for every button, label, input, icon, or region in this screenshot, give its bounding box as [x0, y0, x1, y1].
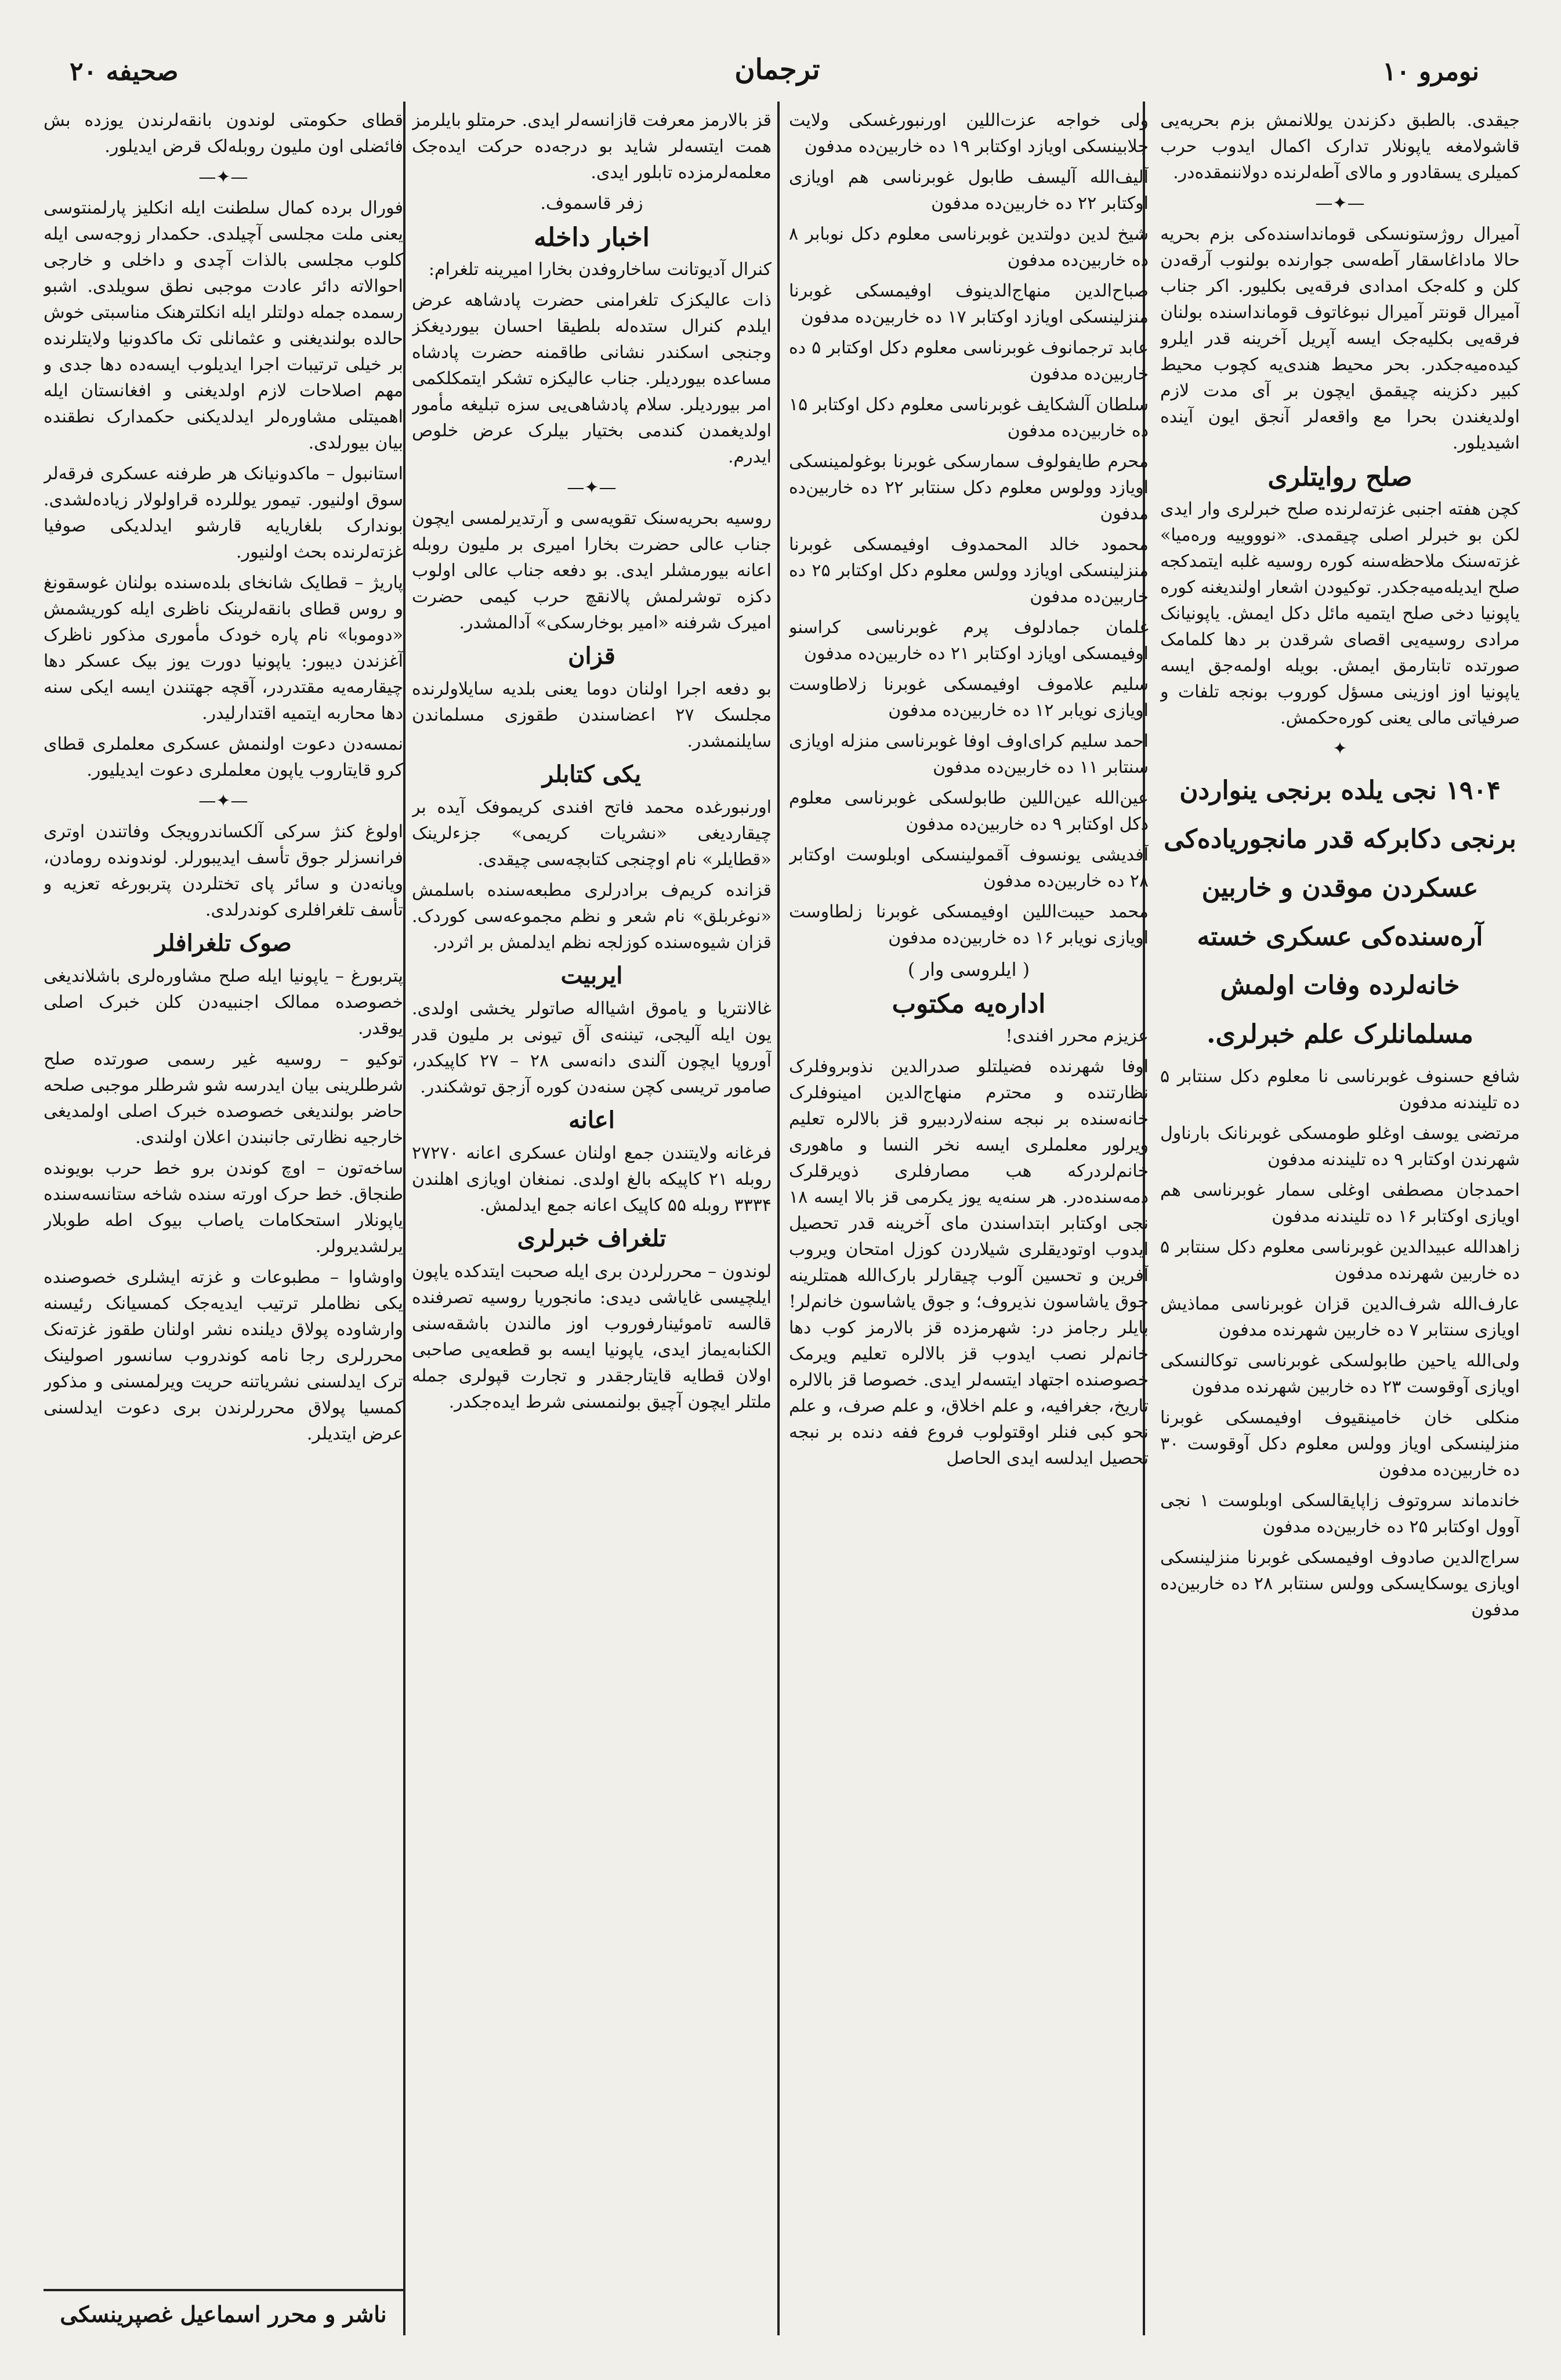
continued-note: ( ایلروسی وار )	[907, 958, 1030, 981]
obituary-entry: ولی خواجه عزت‌اللین اورنبورغسکی ولایت جلابینسکی اویازد اوکتابر ۱۹ ده خاربین‌ده مدفون	[789, 110, 1149, 157]
letter-salutation: عزیزم محرر افندی!	[1005, 1026, 1149, 1046]
obituary-entry: شافع حسنوف غوبرناسی نا معلوم دکل سنتابر ۵ ده تلیندنه مدفون	[1160, 1066, 1520, 1113]
paragraph: قطای حکومتی لوندون بانقه‌لرندن یوزده بش فائضلی اون ملیون روبله‌لک قرض ایدیلور.	[44, 110, 403, 157]
section-heading: اداره‌یه مکتوب	[892, 989, 1046, 1019]
obituary-entry: عین‌الله عین‌اللین طابولسکی غوبرناسی معلوم دکل اوکتابر ۹ ده خاربین‌ده مدفون	[789, 788, 1149, 834]
column-1	[1160, 107, 1520, 2347]
issue-number: نومرو ۱۰	[1382, 57, 1479, 86]
newspaper-title: ترجمان	[734, 53, 820, 86]
obituary-entry: صباح‌الدین منهاج‌الدینوف اوفیمسکی غوبرنا منزلینسکی اویازد اوکتابر ۱۷ ده خاربین‌ده مدفون	[789, 281, 1149, 327]
column-2	[789, 107, 1149, 2347]
section-heading: ایربیت	[560, 962, 623, 989]
section-heading: قزان	[568, 642, 615, 670]
paragraph: آمیرال روژستونسکی قوماندا‌سنده‌کی بزم بحریه حالا ماداغاسقار آطه‌سی جوارنده بولنوب آرقه‌دن کلن و کله‌جک امدادی فرقه‌یی بکلیور. اکر جناب آمیرال قونتر آمیرال نبوغاتوف قوماندا‌سنده بولنان فرقه‌یی بکلیه‌جک ایسه آپریل آخرینه قدر ایلرو کیده‌میه‌جکدر. بحر محیط هندی‌یه کچوب محیط کبیر دکزینه چیقمق ایچون بر آی مدت لازم اولدیغندن بحرا مع واقعه‌لر آنجق ایون آینده اشیدیلور.	[1160, 224, 1520, 453]
divider: ✦	[1332, 739, 1348, 759]
paragraph: فورال برده کمال سلطنت ایله انکلیز پارلمنتوسی یعنی ملت مجلسی آچیلدی. حکمدار زوجه‌سی ایله کلوب مجلسی بالذات آچدی و داخلی و خارجی احوالاته دائر عادت موجبی نطق سویلدی. اشبو رسمده جمله دولتلر ایله انکلترهنک مناسبتی خوش حالده بولندیغنی و عثمانلی تک ماکدونیا ولایتلرنده بر خیلی ترتیبات اجرا ایدیلوب ایسه‌ده دها جدی و مهم اصلاحات لازم اولدیغنی و افغانستان ایله اهمیتلی مشاوره‌لر ایدلدیکنی حکمدارک نطقنده بیان بیورلدی.	[44, 198, 403, 453]
paragraph: کچن هفته اجنبی غزته‌لرنده صلح خبرلری وار ایدی لکن بو خبرلر اصلی چیقمدی. «نوووییه وره‌میا» غزته‌سنک ملاحظه‌سنه کوره روسیه غلبه ایتمدکجه صلح ایدیله‌میه‌جکدر. توکیودن اشعار اولندیغنه کوره یاپونیا دخی صلح ایتمیه مائل دکل ایمش. یاپونیانک مرادی روسیه‌یی اقصای شرقدن بر دها کلمامک صورتده تابتارمق ایمش. بویله اولمه‌جق ایسه یاپونیا اوز اوزینی مسؤل کوروب بونجه تلفات و صرفیاتی مالی یعنی کوره‌حکمش.	[1160, 499, 1520, 728]
obituary-entry: احمد سلیم کرای‌اوف اوفا غوبرناسی منزله اویازی سنتابر ۱۱ ده خاربین‌ده مدفون	[789, 731, 1149, 777]
obituary-entry: خاندماند سروتوف زاپایقالسکی اوبلوست ۱ نجی آوول اوکتابر ۲۵ ده خاربین‌ده مدفون	[1160, 1491, 1520, 1537]
paragraph: بو دفعه اجرا اولنان دوما یعنی بلدیه سایلاولرنده مجلسک ۲۷ اعضاسندن طقوزی مسلماندن سایلنمشدر.	[412, 679, 772, 751]
letter-body: اوفا شهرنده فضیلتلو صدرالدین نذوبروفلرک نظارتنده و محترم منهاج‌الدین امینوفلرک خانه‌سنده بر نبجه سنه‌لاردبیرو قز بالالره تعلیم ویرلور معلملری ایسه نخر النسا و ماهوری خانم‌لردرکه هب مصارفلری ذویرقلرک ذمه‌سنده‌در. هر سنه‌یه یوز یکرمی قز بالا ایسه ۱۸ نجی اوکتابر ابتداسندن مای آخرینه قدر تحصیل ایدوب اوتودیقلری شیلاردن کوزل امتحان ویروب آفرین و تحسین آلوب چیقارلر بارک‌الله همتلرینه جوق یاشاسون نذیروف؛ و جوق یاشاسون خانم‌لر! بایلر رجا‌مز در: شهرمزده قز بالارمز کوب دها خانم‌لر نصب ایدوب قز بالالره تعلیم ویرمک خصوصنده اجتهاد ایتسه‌لر ایدی. خصوصا قز بالالره تاریخ، جغرافیه، و علم اخلاق، و علم صرف، و علم نحو کبی فنلر اوقتولوب فروع ففه دنده بر نبجه تحصیل ایدلسه ایدی الحاصل	[789, 1057, 1149, 1468]
obituary-entry: سلیم علاموف اوفیمسکی غوبرنا زلاطاوست اویازی نویابر ۱۲ ده خاربین‌ده مدفون	[789, 674, 1149, 721]
obituary-entry: احمدجان مصطفی اوغلی سمار غوبرناسی هم اویازی اوکتابر ۱۶ ده تلیندنه مدفون	[1160, 1180, 1520, 1227]
headline-notice: ۱۹۰۴ نجی یلده برنجی ینواردن برنجی دکابرکه قدر مانجوریاده‌کی عسکردن موقدن و خاربین آره‌سنده‌کی عسکری خسته خانه‌لرده وفات اولمش مسلمانلرک علم خبرلری.	[1164, 776, 1516, 1049]
column-rule	[403, 102, 405, 2335]
publisher-line: ناشر و محرر اسماعیل غصپرینسکی	[44, 2289, 403, 2338]
paragraph: جیقدی. بالطبق دکزندن یوللانمش بزم بحریه‌یی قاشولامغه یاپونلار تدارک اکمال ایدوب حرب کمیلری یسقادور و مالای آطه‌لرنده دولاننمقده‌در.	[1160, 110, 1520, 183]
section-heading: تلغراف خبرلری	[517, 1225, 667, 1252]
divider: —✦—	[1315, 193, 1365, 214]
masthead	[23, 45, 1531, 109]
obituary-entry: سلطان آلشکایف غوبرناسی معلوم دکل اوکتابر ۱۵ ده خاربین‌ده مدفون	[789, 395, 1149, 441]
paragraph: توکیو – روسیه غیر رسمی صورتده صلح شرطلرینی بیان ایدرسه شو شرطلر موجبی صلحه حاضر بولندیغی خصوصده خبرک اصلی اولمدیغی خارجیه نظارتی جانبندن اعلان اولندی.	[44, 1049, 403, 1148]
obituary-entry: سراج‌الدین صادوف اوفیمسکی غوبرنا منزلینسکی اویازی یوسکایسکی وولس سنتابر ۲۸ ده خاربین‌ده مدفون	[1160, 1547, 1520, 1620]
section-heading: یکی کتابلر	[542, 761, 642, 788]
section-heading: صوک تلغرافلر	[155, 929, 292, 957]
obituary-entry: محمد حیبت‌اللین اوفیمسکی غوبرنا زلطاوست اویازی نویابر ۱۶ ده خاربین‌ده مدفون	[789, 902, 1149, 948]
paragraph: ساخه‌تون – اوچ کوندن برو خط حرب بویونده طنجاق. خط حرک اورته سنده شاخه ستانسه‌سنده یاپونلار استحکامات یاصاب بیوک اطه طوبلار یرلشدیرولر.	[44, 1158, 403, 1257]
paragraph: کنرال آدیوتانت ساخاروفدن بخارا امیرینه تلغرام:	[428, 259, 772, 280]
page-number: صحیفه ۲۰	[70, 57, 179, 86]
section-heading: اخبار داخله	[534, 223, 650, 252]
paragraph: لوندون – محررلردن بری ایله صحبت ایتدکده یاپون ایلچیسی غایاشی دیدی: مانجوریا روسیه تصرفنده قالسه تاموئینارفوروب اوز مالندن باشقه‌سنی الکنابه‌یماز ایدی، یاپونیا ایسه بو قطعه‌یی صاحبی اولان قطایه قایتارجقدر و تجارت قپولری جمله ملتلر ایچون آچیق بولنمسنی شرط ایده‌جکدر.	[412, 1261, 772, 1412]
section-heading: اعانه	[568, 1106, 615, 1134]
paragraph: پاریژ – قطایک شانخای بلده‌سنده بولنان غوسقونغ و روس قطای بانقه‌لرینک ناظری ایله کوریشمش «دوموبا» نام پاره خودک مأموری مذکور ناظرک آغزندن دیبور: یاپونیا دورت یوز بیک عسکر دها چیقارمه‌یه مقتدردر، آقچه جهتندن ایسه ایکی سنه دها محاربه ایتمیه اقتدارلیدر.	[44, 573, 403, 724]
obituary-entry: زاهدالله عبیدالدین غوبرناسی معلوم دکل سنتابر ۵ ده خاربین شهرنده مدفون	[1160, 1237, 1520, 1283]
obituary-entry: آلیف‌الله آلیسف طابول غوبرناسی هم اویازی اوکتابر ۲۲ ده خاربین‌ده مدفون	[789, 167, 1149, 214]
column-rule	[777, 102, 780, 2335]
paragraph: غالانتریا و یاموق اشیا‌اله صاتولر یخشی اولدی. یون ایله آلیجی، تیننه‌ی آق تیونی بر ملیون قدر آوروپا ایچون آلندی دانه‌سی ۲۸ – ۲۷ کاپیکدر، صامور تریسی کچن سنه‌دن کوره آزجق توشکندر.	[412, 999, 772, 1097]
paragraph: نمسه‌دن دعوت اولنمش عسکری معلملری قطای کرو قایتاروب یاپون معلملری دعوت ایدیلیور.	[44, 734, 403, 780]
paragraph: قزانده کریم‌ف برادرلری مطبعه‌سنده باسلمش «نوغربلق» نام شعر و نظم مجموعه‌سی کوردک. قزان شیوه‌سنده کوزلجه نظم ایدلمش بر اثردر.	[412, 880, 772, 953]
paragraph: فرغانه ولایتندن جمع اولنان عسکری اعانه ۲۷۲۷۰ روبله ۲۱ کاپیکه بالغ اولدی. نمنغان اویازی اهلندن ۳۳۳۴ روبله ۵۵ کاپیک اعانه جمع ایدلمش.	[412, 1143, 772, 1216]
paragraph: واوشاوا – مطبوعات و غزته ایشلری خصوصنده یکی نظاملر ترتیب ایدیه‌جک کمسیانک رئیسنه وارشاوده پولاق دیلنده نشر اولنان طقوز غزته‌نک محررلری رجا نامه کوندروب سانسور اصولینک ترک ایدلسنی نشریاتنه حریت ویرلمسنی و مذکور کمسیا پولاق محررلرندن بری دعوت ایدلسنی عرض ایتدیلر.	[44, 1267, 403, 1444]
obituary-entry: عارف‌الله شرف‌الدین قزان غوبرناسی مماذیش اویازی سنتابر ۷ ده خاربین شهرنده مدفون	[1160, 1294, 1520, 1340]
paragraph: پتربورغ – یاپونیا ایله صلح مشاوره‌لری باشلاندیغی خصوصده ممالک اجنبیه‌دن کلن خبرک اصلی یوقدر.	[44, 966, 403, 1039]
divider: —✦—	[198, 167, 248, 187]
obituary-entry: منکلی خان خامینقیوف اوفیمسکی غوبرنا منزلینسکی اویاز وولس معلوم دکل آوقوست ۳۰ ده خاربین‌ده مدفون	[1160, 1408, 1520, 1480]
paragraph: روسیه بحریه‌سنک تقویه‌سی و آرتدیرلمسی ایچون جناب عالی حضرت بخارا امیری بر ملیون روبله اعانه بیورمشلر ایدی. بو دفعه جناب عالی اولوب دکزه توشرلمش پالانقچ حرب کیمی حضرت امیرک شرفنه «امیر بوخارسکی» آدالمشدر.	[412, 508, 772, 633]
obituary-entry: ولی‌الله یاحین طابولسکی غوبرناسی توکالنسکی اویازی آوقوست ۲۳ ده خاربین شهرنده مدفون	[1160, 1351, 1520, 1397]
paragraph: استانبول – ماکدونیانک هر طرفنه عسکری فرقه‌لر سوق اولنیور. تیمور یوللرده قراولولار زیاده‌لشدی. بوندارک بلغاریایه قارشو ایدلدیکی صوفیا غزته‌لرنده بحث اولنیور.	[44, 464, 403, 562]
obituary-entry: محمود خالد المحمدوف اوفیمسکی غوبرنا منزلینسکی اویازد وولس معلوم دکل اوکتابر ۲۵ ده خاربین‌ده مدفون	[789, 534, 1149, 607]
divider: —✦—	[198, 791, 248, 811]
obituary-entry: غلمان جمادلوف پرم غوبرناسی کراسنو اوفیمسکی اویازد اوکتابر ۲۱ ده خاربین‌ده مدفون	[789, 617, 1149, 664]
obituary-entry: عابد ترجمانوف غوبرناسی معلوم دکل اوکتابر ۵ ده خاربین‌ده مدفون	[789, 338, 1149, 384]
divider: —✦—	[567, 478, 617, 498]
column-4	[44, 107, 403, 2277]
paragraph: قز بالارمز معرفت قازانسه‌لر ایدی. حرمتلو بایلرمز همت ایتسه‌لر شاید بو درجه‌ده حرکت ایده‌جک معلمه‌لرمزده تابلور ایدی.	[412, 110, 772, 183]
paragraph: ذات عالیکزک تلغرامنی حضرت پادشاهه عرض ایلدم کنرال ستده‌له بلطیقا احسان بیوردیغکز وجنجی اسکندر نشانی طاقمنه حضرت پادشاه مساعده بیوردیلر. جناب عالیکزه تشکر ایتمکلکمی امر بیوردیلر. سلام پادشاهی‌یی سزه تبلیغه مأمور اولدیغمدن کندمی بختیار بیلرک عرض خلوص ایدرم.	[412, 290, 772, 467]
section-heading: صلح روایتلری	[1267, 462, 1412, 492]
obituary-entry: محرم طایفولوف سمارسکی غوبرنا بوغولمینسکی اویازد وولوس معلوم دکل سنتابر ۲۲ ده خاربین‌ده مدفون	[789, 451, 1149, 524]
paragraph: اورنبورغده محمد فاتح افندی کریموفک آیده بر چیقاردیغی «نشریات کریمی» جزءلرینک «قطایلر» نام اوچنجی کتابچه‌سی چیقدی.	[412, 797, 772, 870]
obituary-entry: مرتضی یوسف اوغلو طومسکی غوبرنانک بارناول شهرندن اوکتابر ۹ ده تلیندنه مدفون	[1160, 1123, 1520, 1170]
signature: زفر قاسموف.	[540, 193, 643, 214]
obituary-entry: شیخ لدین دولتدین غوبرناسی معلوم دکل نوبابر ۸ ده خاربین‌ده مدفون	[789, 224, 1149, 270]
column-3	[412, 107, 772, 2347]
obituary-entry: آفدیشی یونسوف آقمولینسکی اوبلوست اوکتابر ۲۸ ده خاربین‌ده مدفون	[789, 845, 1149, 891]
paragraph: اولوغ کنژ سرکی آلکساندرویجک وفاتندن اوتری فرانسزلر جوق تأسف ایدیبورلر. لوندونده رومادن، ویانه‌دن و سائر پای تختلردن پتربورغه تعزیه و تأسف تلغرافلری کوندرلدی.	[44, 822, 403, 920]
